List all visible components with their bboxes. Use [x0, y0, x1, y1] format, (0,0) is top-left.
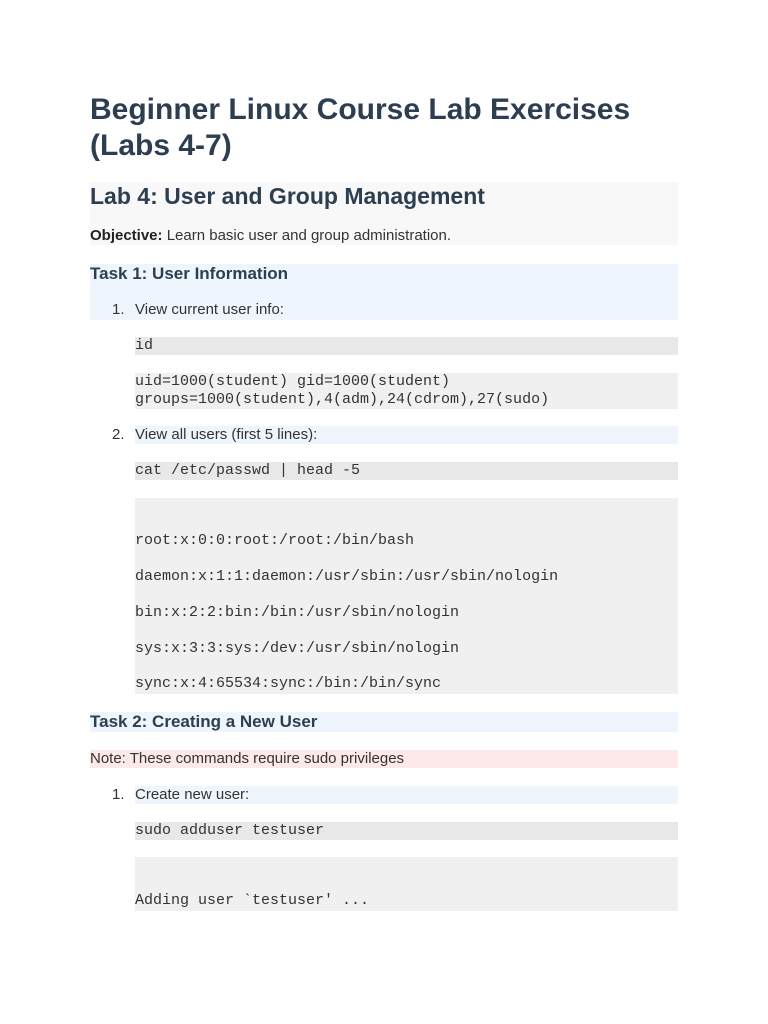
objective-label: Objective: [90, 227, 163, 244]
command-text: sudo adduser testuser [135, 822, 325, 839]
task-2-step-1-command[interactable] [135, 822, 678, 840]
lab-4-objective [90, 227, 451, 245]
command-text: id [135, 337, 154, 354]
task-1-step-2-number: 2. [112, 426, 125, 443]
task-1-step-1-output [135, 373, 678, 409]
output-line: daemon:x:1:1:daemon:/usr/sbin:/usr/sbin/nologin [135, 568, 559, 585]
sudo-note: Note: These commands require sudo privileges [90, 750, 678, 768]
task-2-step-1-number: 1. [112, 786, 125, 803]
output-line: sys:x:3:3:sys:/dev:/usr/sbin/nologin [135, 640, 460, 657]
task-1-step-1-command[interactable] [135, 337, 678, 355]
objective-text: Learn basic user and group administration. [162, 227, 452, 244]
task-1-step-1-text: View current user info: [135, 301, 284, 318]
task-2-step-1-output [135, 857, 678, 911]
output-line: uid=1000(student) gid=1000(student) [135, 373, 451, 390]
output-line: Adding user `testuser' ... [135, 892, 370, 909]
lab-4-heading: Lab 4: User and Group Management [90, 183, 485, 209]
output-line: root:x:0:0:root:/root:/bin/bash [135, 532, 415, 549]
document-title: Beginner Linux Course Lab Exercises (Labs 4-7) [90, 93, 631, 162]
task-1-heading: Task 1: User Information [90, 264, 289, 283]
task-1-step-2-output [135, 498, 678, 694]
task-1-step-2-text: View all users (first 5 lines): [135, 426, 318, 443]
task-2-heading: Task 2: Creating a New User [90, 712, 318, 731]
command-text: cat /etc/passwd | head -5 [135, 462, 361, 479]
task-1-step-1-number: 1. [112, 301, 125, 318]
task-1-step-2-command[interactable] [135, 462, 678, 480]
output-line: groups=1000(student),4(adm),24(cdrom),27(sudo) [135, 391, 550, 408]
task-2-step-1-text: Create new user: [135, 786, 250, 803]
output-line: sync:x:4:65534:sync:/bin:/bin/sync [135, 675, 442, 692]
output-line: bin:x:2:2:bin:/bin:/usr/sbin/nologin [135, 604, 460, 621]
